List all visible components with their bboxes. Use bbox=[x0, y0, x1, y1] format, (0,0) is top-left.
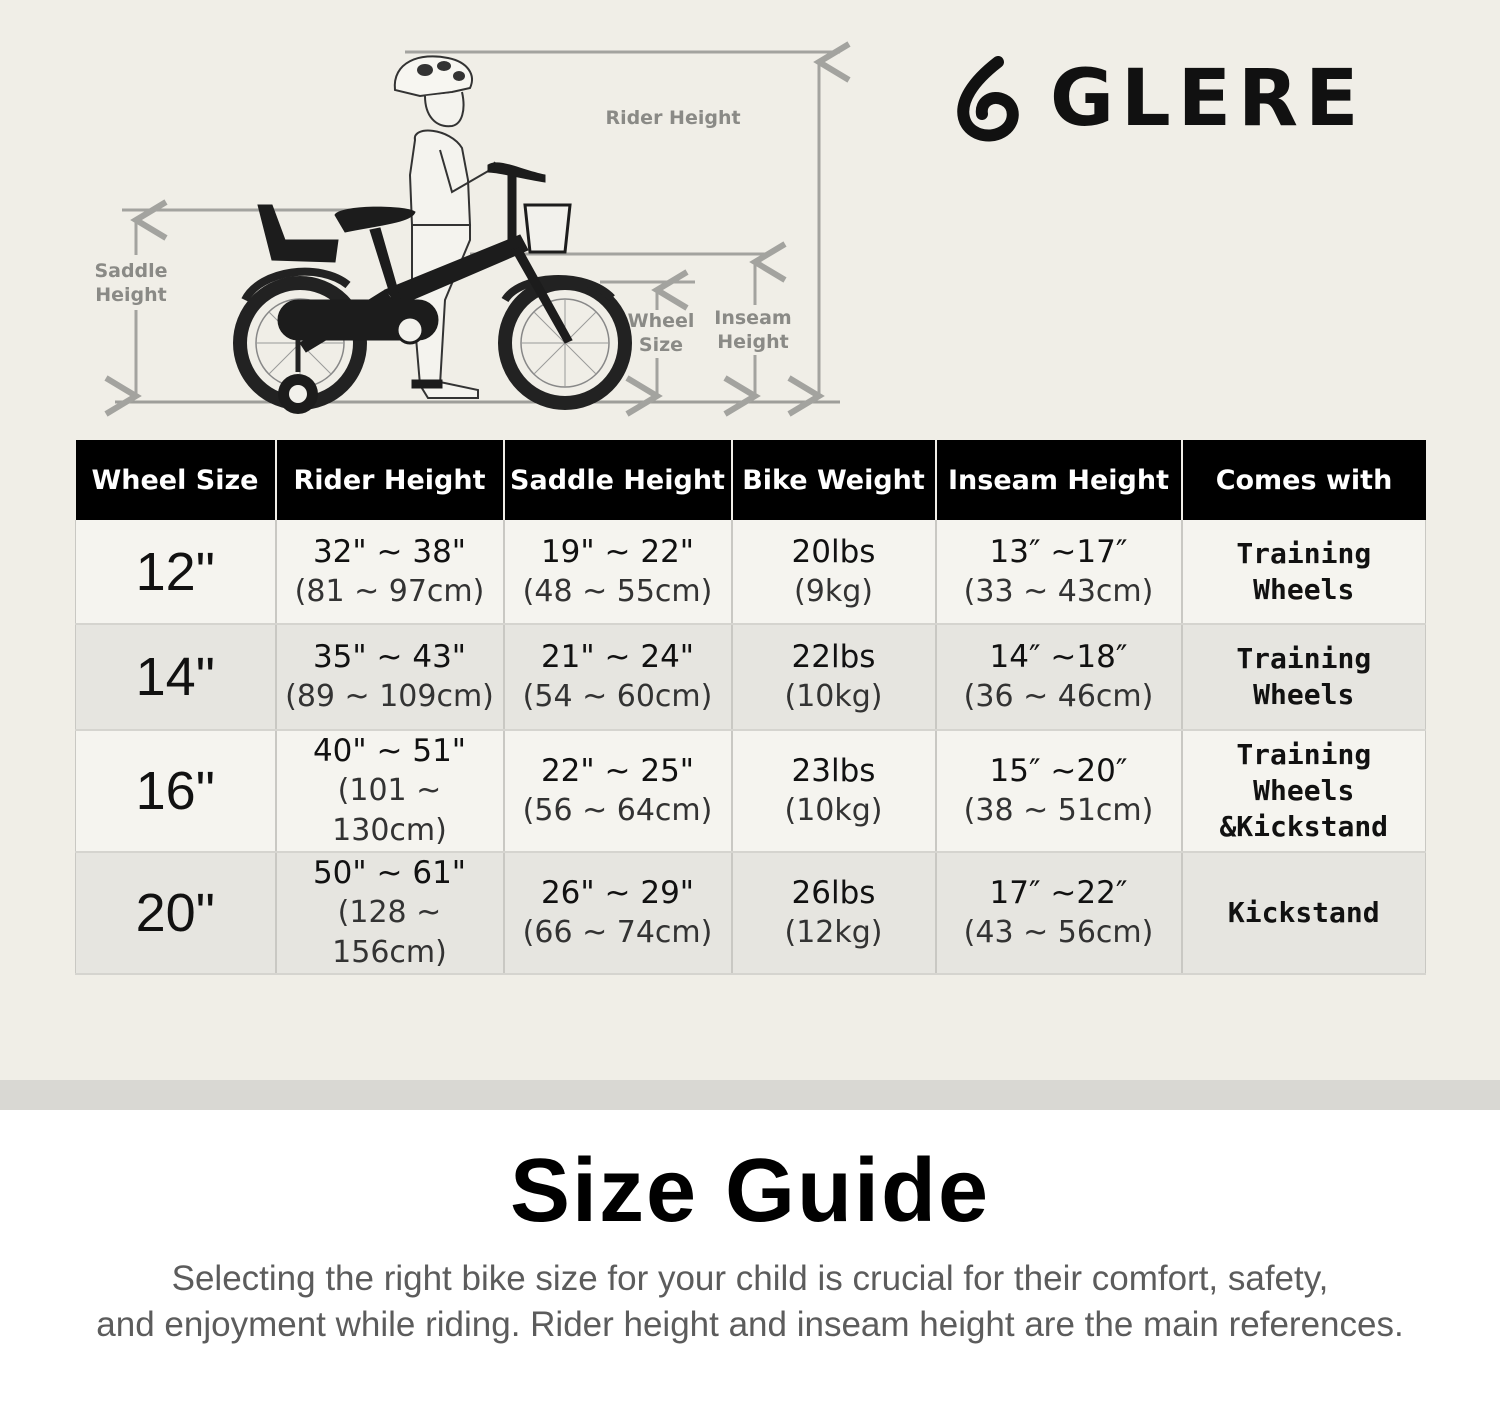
value-inches: 32" ~ 38" bbox=[312, 533, 467, 570]
header-rider-height: Rider Height bbox=[276, 440, 504, 520]
size-guide-title: Size Guide bbox=[509, 1141, 991, 1241]
value-inches: 17″ ~22″ bbox=[989, 875, 1128, 911]
value-kg: (10kg) bbox=[784, 793, 883, 828]
description-line: and enjoyment while riding. Rider height and inseam height are the main references. bbox=[96, 1305, 1404, 1344]
extras-line: Training Wheels bbox=[1236, 642, 1372, 711]
size-guide-description bbox=[0, 1256, 1500, 1348]
rider-height-cell bbox=[276, 730, 504, 852]
comes-with-cell bbox=[1182, 520, 1426, 624]
value-kg: (12kg) bbox=[784, 915, 883, 950]
wheel-size-cell: 14" bbox=[76, 624, 276, 730]
value-cm: (36 ~ 46cm) bbox=[963, 679, 1154, 714]
saddle-height-cell bbox=[504, 624, 732, 730]
inseam-height-label: Inseam Height bbox=[714, 307, 792, 353]
description-line: Selecting the right bike size for your child is crucial for their comfort, safety, bbox=[171, 1259, 1329, 1298]
value-inches: 13″ ~17″ bbox=[989, 533, 1128, 570]
extras-line: Training Wheels bbox=[1236, 536, 1372, 606]
value-inches: 15″ ~20″ bbox=[989, 753, 1128, 789]
brand-name: GLERE bbox=[1050, 54, 1366, 144]
value-inches: 35" ~ 43" bbox=[312, 639, 467, 675]
value-inches: 19" ~ 22" bbox=[540, 533, 695, 570]
table-row bbox=[76, 624, 1426, 730]
inseam-height-cell bbox=[936, 730, 1182, 852]
extras-line: Training Wheels bbox=[1236, 738, 1372, 807]
table-row bbox=[76, 520, 1426, 624]
value-cm: (128 ~ 156cm) bbox=[332, 895, 447, 970]
extras-line: Kickstand bbox=[1227, 896, 1380, 929]
saddle-height-cell bbox=[504, 730, 732, 852]
table-header-row bbox=[76, 440, 1426, 520]
inseam-height-cell bbox=[936, 852, 1182, 974]
comes-with-cell bbox=[1182, 730, 1426, 852]
saddle-height-cell bbox=[504, 520, 732, 624]
value-cm: (48 ~ 55cm) bbox=[522, 573, 713, 609]
value-cm: (38 ~ 51cm) bbox=[963, 793, 1154, 828]
header-comes-with: Comes with bbox=[1182, 440, 1426, 520]
header-wheel-size: Wheel Size bbox=[76, 440, 276, 520]
divider-band bbox=[0, 1080, 1500, 1110]
value-inches: 26" ~ 29" bbox=[540, 875, 695, 911]
size-table bbox=[75, 440, 1426, 975]
bike-weight-cell bbox=[732, 520, 936, 624]
value-kg: (9kg) bbox=[794, 573, 873, 609]
value-cm: (81 ~ 97cm) bbox=[294, 573, 485, 609]
rider-height-cell bbox=[276, 852, 504, 974]
value-inches: 14″ ~18″ bbox=[989, 639, 1128, 675]
value-cm: (66 ~ 74cm) bbox=[522, 915, 713, 950]
value-inches: 40" ~ 51" bbox=[312, 733, 467, 769]
value-cm: (56 ~ 64cm) bbox=[522, 793, 713, 828]
bike-rider-illustration bbox=[0, 0, 900, 430]
brand-logo bbox=[950, 52, 1420, 147]
saddle-height-cell bbox=[504, 852, 732, 974]
value-cm: (54 ~ 60cm) bbox=[522, 679, 713, 714]
value-inches: 50" ~ 61" bbox=[312, 855, 467, 891]
value-lbs: 22lbs bbox=[791, 639, 876, 675]
wheel-size-cell: 20" bbox=[76, 852, 276, 974]
wheel-size-cell: 16" bbox=[76, 730, 276, 852]
value-inches: 22" ~ 25" bbox=[540, 753, 695, 789]
rider-height-cell bbox=[276, 624, 504, 730]
inseam-height-cell bbox=[936, 520, 1182, 624]
extras-line: &Kickstand bbox=[1219, 810, 1389, 843]
wheel-size-cell: 12" bbox=[76, 520, 276, 624]
inseam-height-cell bbox=[936, 624, 1182, 730]
value-cm: (89 ~ 109cm) bbox=[285, 679, 494, 714]
bike-weight-cell bbox=[732, 852, 936, 974]
wheel-size-label: Wheel Size bbox=[627, 310, 695, 356]
comes-with-cell bbox=[1182, 624, 1426, 730]
value-lbs: 23lbs bbox=[791, 753, 876, 789]
header-inseam-height: Inseam Height bbox=[936, 440, 1182, 520]
bike-weight-cell bbox=[732, 624, 936, 730]
saddle-height-label: Saddle Height bbox=[94, 260, 168, 306]
table-row bbox=[76, 730, 1426, 852]
value-cm: (33 ~ 43cm) bbox=[963, 573, 1154, 609]
swirl-icon bbox=[950, 56, 1030, 144]
value-inches: 21" ~ 24" bbox=[540, 639, 695, 675]
rider-height-label: Rider Height bbox=[605, 107, 741, 129]
header-saddle-height: Saddle Height bbox=[504, 440, 732, 520]
bike-diagram bbox=[0, 0, 900, 430]
rider-height-cell bbox=[276, 520, 504, 624]
value-lbs: 20lbs bbox=[791, 533, 876, 570]
value-lbs: 26lbs bbox=[791, 875, 876, 911]
comes-with-cell bbox=[1182, 852, 1426, 974]
bike-weight-cell bbox=[732, 730, 936, 852]
table-row bbox=[76, 852, 1426, 974]
value-cm: (101 ~ 130cm) bbox=[332, 773, 447, 848]
header-bike-weight: Bike Weight bbox=[732, 440, 936, 520]
value-kg: (10kg) bbox=[784, 679, 883, 714]
value-cm: (43 ~ 56cm) bbox=[963, 915, 1154, 950]
